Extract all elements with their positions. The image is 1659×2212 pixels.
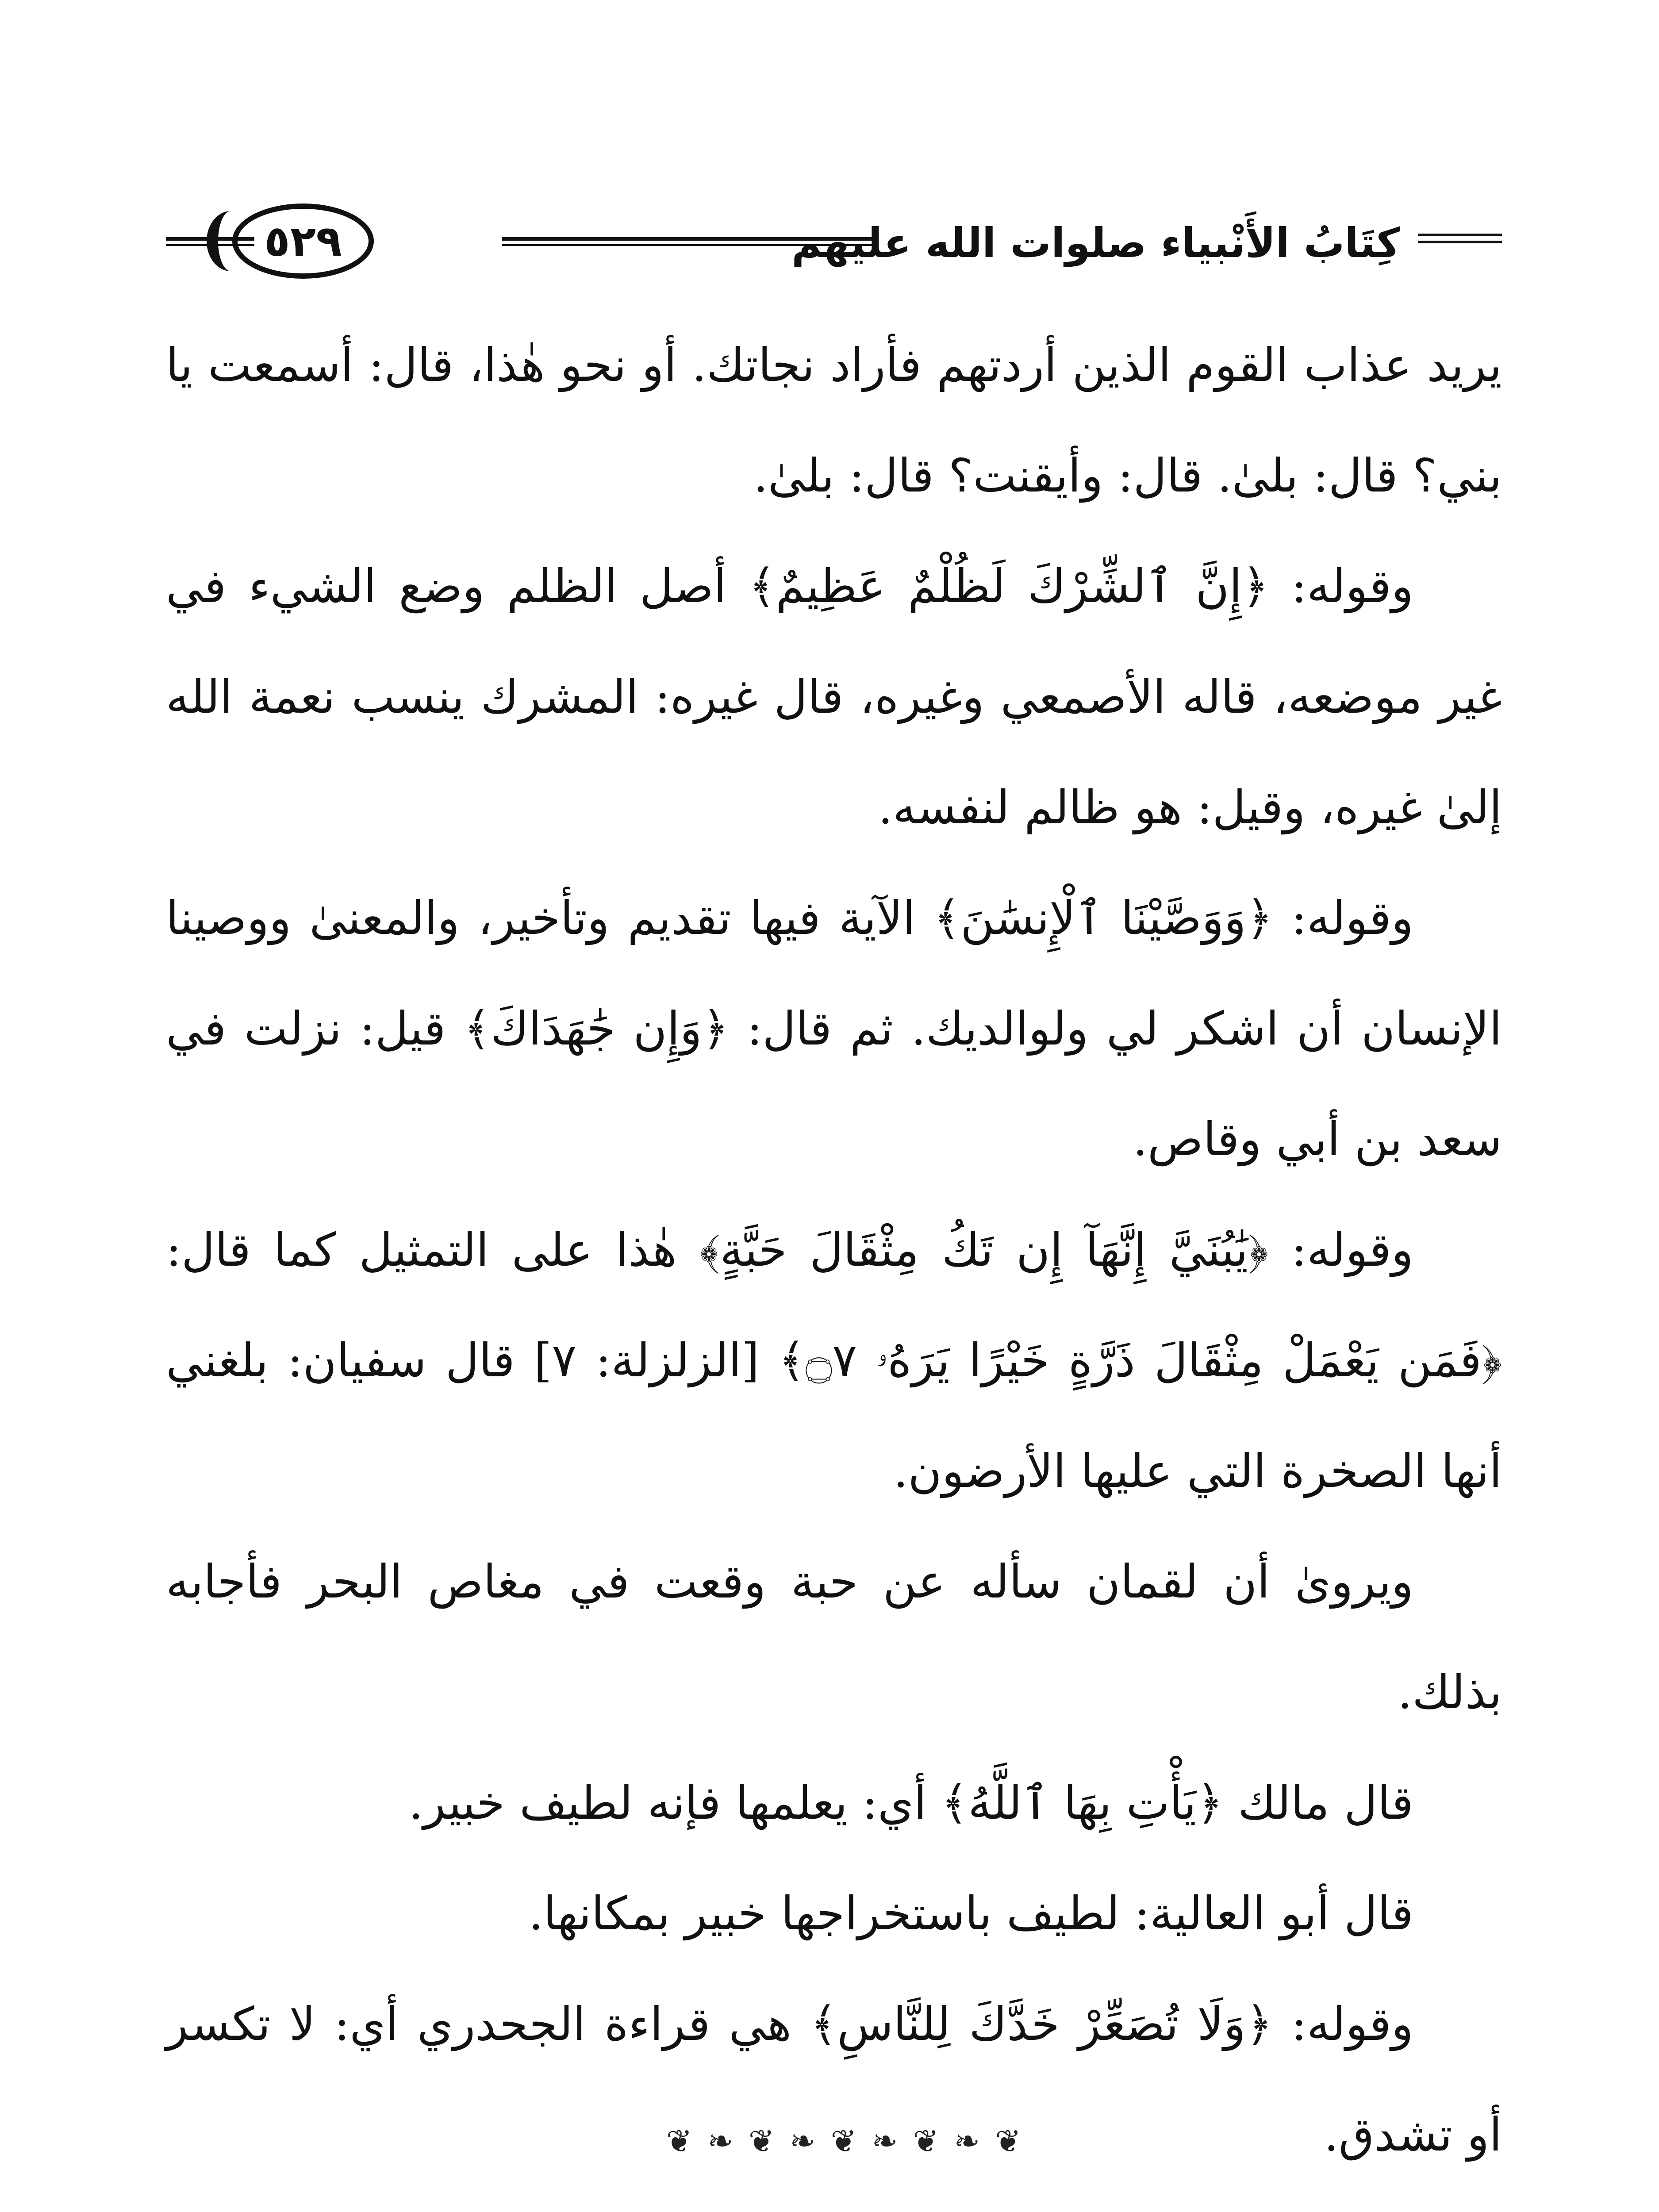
header-rule-left <box>166 237 254 246</box>
paragraph-4: وقوله: ﴿يَٰبُنَيَّ إِنَّهَآ إِن تَكُ مِثْقَالَ حَبَّةٍ﴾ هٰذا على التمثيل كما قال: ﴿فَمَن يَعْمَلْ مِثْقَالَ ذَرَّةٍ خَيْرًا يَرَهُۥ ۝٧﴾ [الزلزلة: ٧] قال سفيان: بلغني أنها الصخرة التي عليها الأرضون. <box>166 1223 1502 1498</box>
section-divider-ornament: ❦ ❧ ❦ ❧ ❦ ❧ ❦ ❧ ❦ <box>666 2123 1024 2159</box>
header-rule-right <box>1418 234 1502 243</box>
header-rule-middle <box>502 237 874 246</box>
main-text <box>166 310 1502 2212</box>
paragraph-7: قال أبو العالية: لطيف باستخراجها خبير بمكانها. <box>529 1886 1413 1940</box>
chapter-title: كِتَابُ الأَنْبياء صلوات الله عليهم <box>791 219 1400 267</box>
paragraph-5: ويروىٰ أن لقمان سأله عن حبة وقعت في مغاص البحر فأجابه بذلك. <box>166 1555 1502 1719</box>
page-number: ٥٢٩ <box>264 216 342 266</box>
paragraph-2: وقوله: ﴿إِنَّ ٱلشِّرْكَ لَظُلْمٌ عَظِيمٌ﴾ أصل الظلم وضع الشيء في غير موضعه، قاله الأصمعي وغيره، قال غيره: المشرك ينسب نعمة الله إلىٰ غيره، وقيل: هو ظالم لنفسه. <box>166 559 1502 834</box>
paragraph-6: قال مالك ﴿يَأْتِ بِهَا ٱللَّهُ﴾ أي: يعلمها فإنه لطيف خبير. <box>408 1776 1413 1830</box>
paragraph-1: يريد عذاب القوم الذين أردتهم فأراد نجاتك. أو نحو هٰذا، قال: أسمعت يا بني؟ قال: بلىٰ. قال: وأيقنت؟ قال: بلىٰ. <box>166 338 1502 503</box>
paragraph-9 <box>166 2190 1502 2212</box>
page-header <box>166 195 1502 296</box>
paragraph-8: وقوله: ﴿وَلَا تُصَعِّرْ خَدَّكَ لِلنَّاسِ﴾ هي قراءة الجحدري أي: لا تكسر أو تشدق. <box>166 1997 1502 2162</box>
paragraph-3: وقوله: ﴿وَوَصَّيْنَا ٱلْإِنسَٰنَ﴾ الآية فيها تقديم وتأخير، والمعنىٰ ووصينا الإنسان أن اشكر لي ولوالديك. ثم قال: ﴿وَإِن جَٰهَدَاكَ﴾ قيل: نزلت في سعد بن أبي وقاص. <box>166 891 1502 1166</box>
